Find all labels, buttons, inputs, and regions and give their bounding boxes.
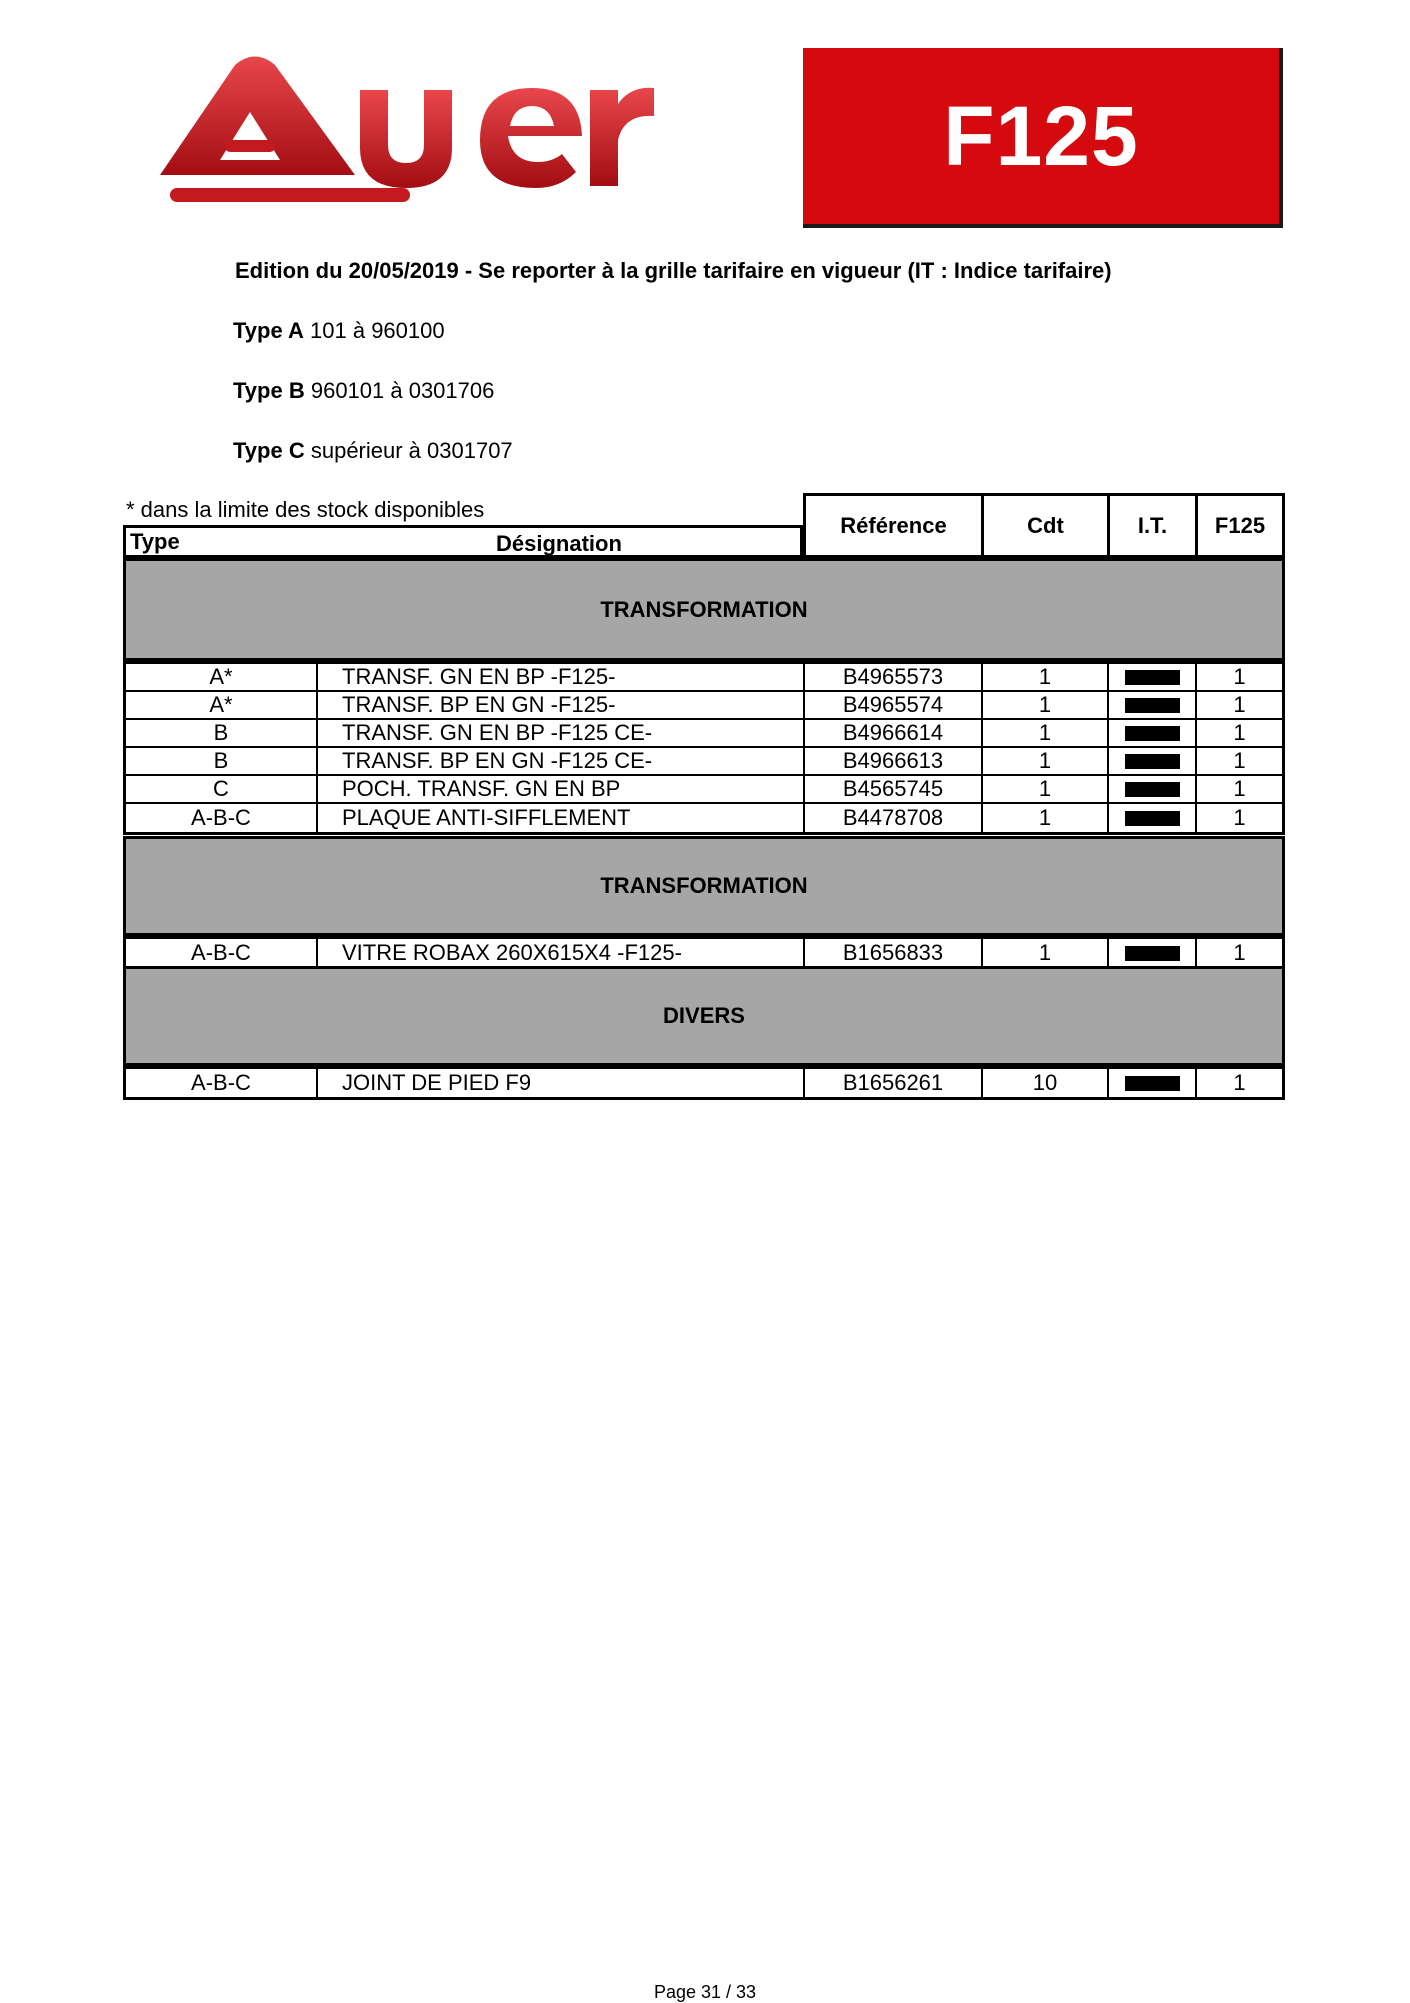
table-row — [126, 692, 1282, 720]
redacted-price — [1125, 811, 1180, 826]
type-b-line — [233, 378, 494, 404]
cell-it — [1109, 776, 1197, 802]
model-banner — [803, 48, 1283, 228]
table-row — [126, 664, 1282, 692]
cell-qty: 1 — [1233, 940, 1246, 965]
table-row — [126, 748, 1282, 776]
auer-logo — [150, 50, 670, 220]
type-a-label: Type A — [233, 318, 304, 343]
cell-cdt: 1 — [983, 664, 1109, 690]
type-b-range: 960101 à 0301706 — [310, 378, 495, 403]
cell-designation: TRANSF. GN EN BP -F125- — [318, 664, 805, 690]
table-row — [126, 939, 1282, 967]
cell-reference: B4478708 — [805, 804, 983, 832]
cell-qty: 1 — [1233, 748, 1246, 773]
cell-type: B — [126, 748, 318, 774]
cell-designation: VITRE ROBAX 260X615X4 -F125- — [318, 939, 805, 967]
cell-qty: 1 — [1233, 1070, 1246, 1095]
cell-reference: B4565745 — [805, 776, 983, 802]
edition-note: Edition du 20/05/2019 - Se reporter à la grille tarifaire en vigueur (IT : Indice tarifaire) — [235, 258, 1112, 283]
cell-type: C — [126, 776, 318, 802]
cell-reference: B4966613 — [805, 748, 983, 774]
cell-it — [1109, 1069, 1197, 1097]
cell-type: A-B-C — [126, 804, 318, 832]
cell-it — [1109, 664, 1197, 690]
cell-reference: B1656261 — [805, 1069, 983, 1097]
type-c-line — [233, 438, 513, 464]
cell-designation: TRANSF. BP EN GN -F125- — [318, 692, 805, 718]
type-a-range: 101 à 960100 — [310, 318, 445, 343]
cell-cdt: 1 — [983, 748, 1109, 774]
cell-it — [1109, 720, 1197, 746]
table-header-right — [803, 493, 1285, 558]
header-cdt: Cdt — [984, 496, 1110, 555]
cell-reference: B4965573 — [805, 664, 983, 690]
cell-designation: JOINT DE PIED F9 — [318, 1069, 805, 1097]
section-rows — [123, 936, 1285, 970]
cell-designation: TRANSF. BP EN GN -F125 CE- — [318, 748, 805, 774]
cell-reference: B4966614 — [805, 720, 983, 746]
section-title: TRANSFORMATION — [600, 596, 808, 622]
cell-it — [1109, 692, 1197, 718]
cell-designation: TRANSF. GN EN BP -F125 CE- — [318, 720, 805, 746]
redacted-price — [1125, 782, 1180, 797]
model-title: F125 — [943, 88, 1139, 183]
section-title: TRANSFORMATION — [600, 873, 808, 898]
cell-cdt: 10 — [983, 1069, 1109, 1097]
section-band — [123, 836, 1285, 936]
table-row — [126, 804, 1282, 832]
table-row — [126, 776, 1282, 804]
redacted-price — [1125, 670, 1180, 685]
redacted-price — [1125, 754, 1180, 769]
redacted-price — [1125, 698, 1180, 713]
section-band — [123, 966, 1285, 1066]
section-rows — [123, 661, 1285, 835]
section-title: DIVERS — [663, 1003, 745, 1028]
redacted-price — [1125, 946, 1180, 961]
cell-qty: 1 — [1233, 720, 1246, 745]
cell-designation: POCH. TRANSF. GN EN BP — [318, 776, 805, 802]
header-model: F125 — [1214, 512, 1266, 538]
cell-cdt: 1 — [983, 720, 1109, 746]
cell-cdt: 1 — [983, 804, 1109, 832]
stock-note: * dans la limite des stock disponibles — [126, 497, 485, 522]
table-row — [126, 720, 1282, 748]
redacted-price — [1125, 1076, 1180, 1091]
cell-it — [1109, 804, 1197, 832]
section-rows — [123, 1066, 1285, 1100]
header-reference: Référence — [806, 496, 984, 555]
redacted-price — [1125, 726, 1180, 741]
header-it: I.T. — [1110, 496, 1198, 555]
type-b-label: Type B — [233, 378, 305, 403]
cell-type: A-B-C — [126, 1069, 318, 1097]
cell-type: A* — [126, 664, 318, 690]
cell-it — [1109, 748, 1197, 774]
cell-type: A-B-C — [126, 939, 318, 967]
cell-qty: 1 — [1233, 692, 1246, 717]
cell-it — [1109, 939, 1197, 967]
cell-qty: 1 — [1233, 776, 1246, 801]
header-designation: Désignation — [496, 531, 622, 556]
cell-designation: PLAQUE ANTI-SIFFLEMENT — [318, 804, 805, 832]
section-band — [123, 558, 1285, 661]
cell-type: A* — [126, 692, 318, 718]
cell-cdt: 1 — [983, 776, 1109, 802]
page-number: Page 31 / 33 — [653, 1982, 757, 2002]
table-row — [126, 1069, 1282, 1097]
cell-reference: B4965574 — [805, 692, 983, 718]
type-a-line — [233, 318, 445, 344]
cell-qty: 1 — [1233, 805, 1246, 830]
header-type: Type — [130, 529, 180, 554]
cell-cdt: 1 — [983, 692, 1109, 718]
cell-qty: 1 — [1233, 664, 1246, 689]
cell-cdt: 1 — [983, 939, 1109, 967]
table-header-left — [123, 525, 803, 558]
cell-reference: B1656833 — [805, 939, 983, 967]
cell-type: B — [126, 720, 318, 746]
type-c-label: Type C — [233, 438, 305, 463]
type-c-range: supérieur à 0301707 — [310, 438, 513, 463]
